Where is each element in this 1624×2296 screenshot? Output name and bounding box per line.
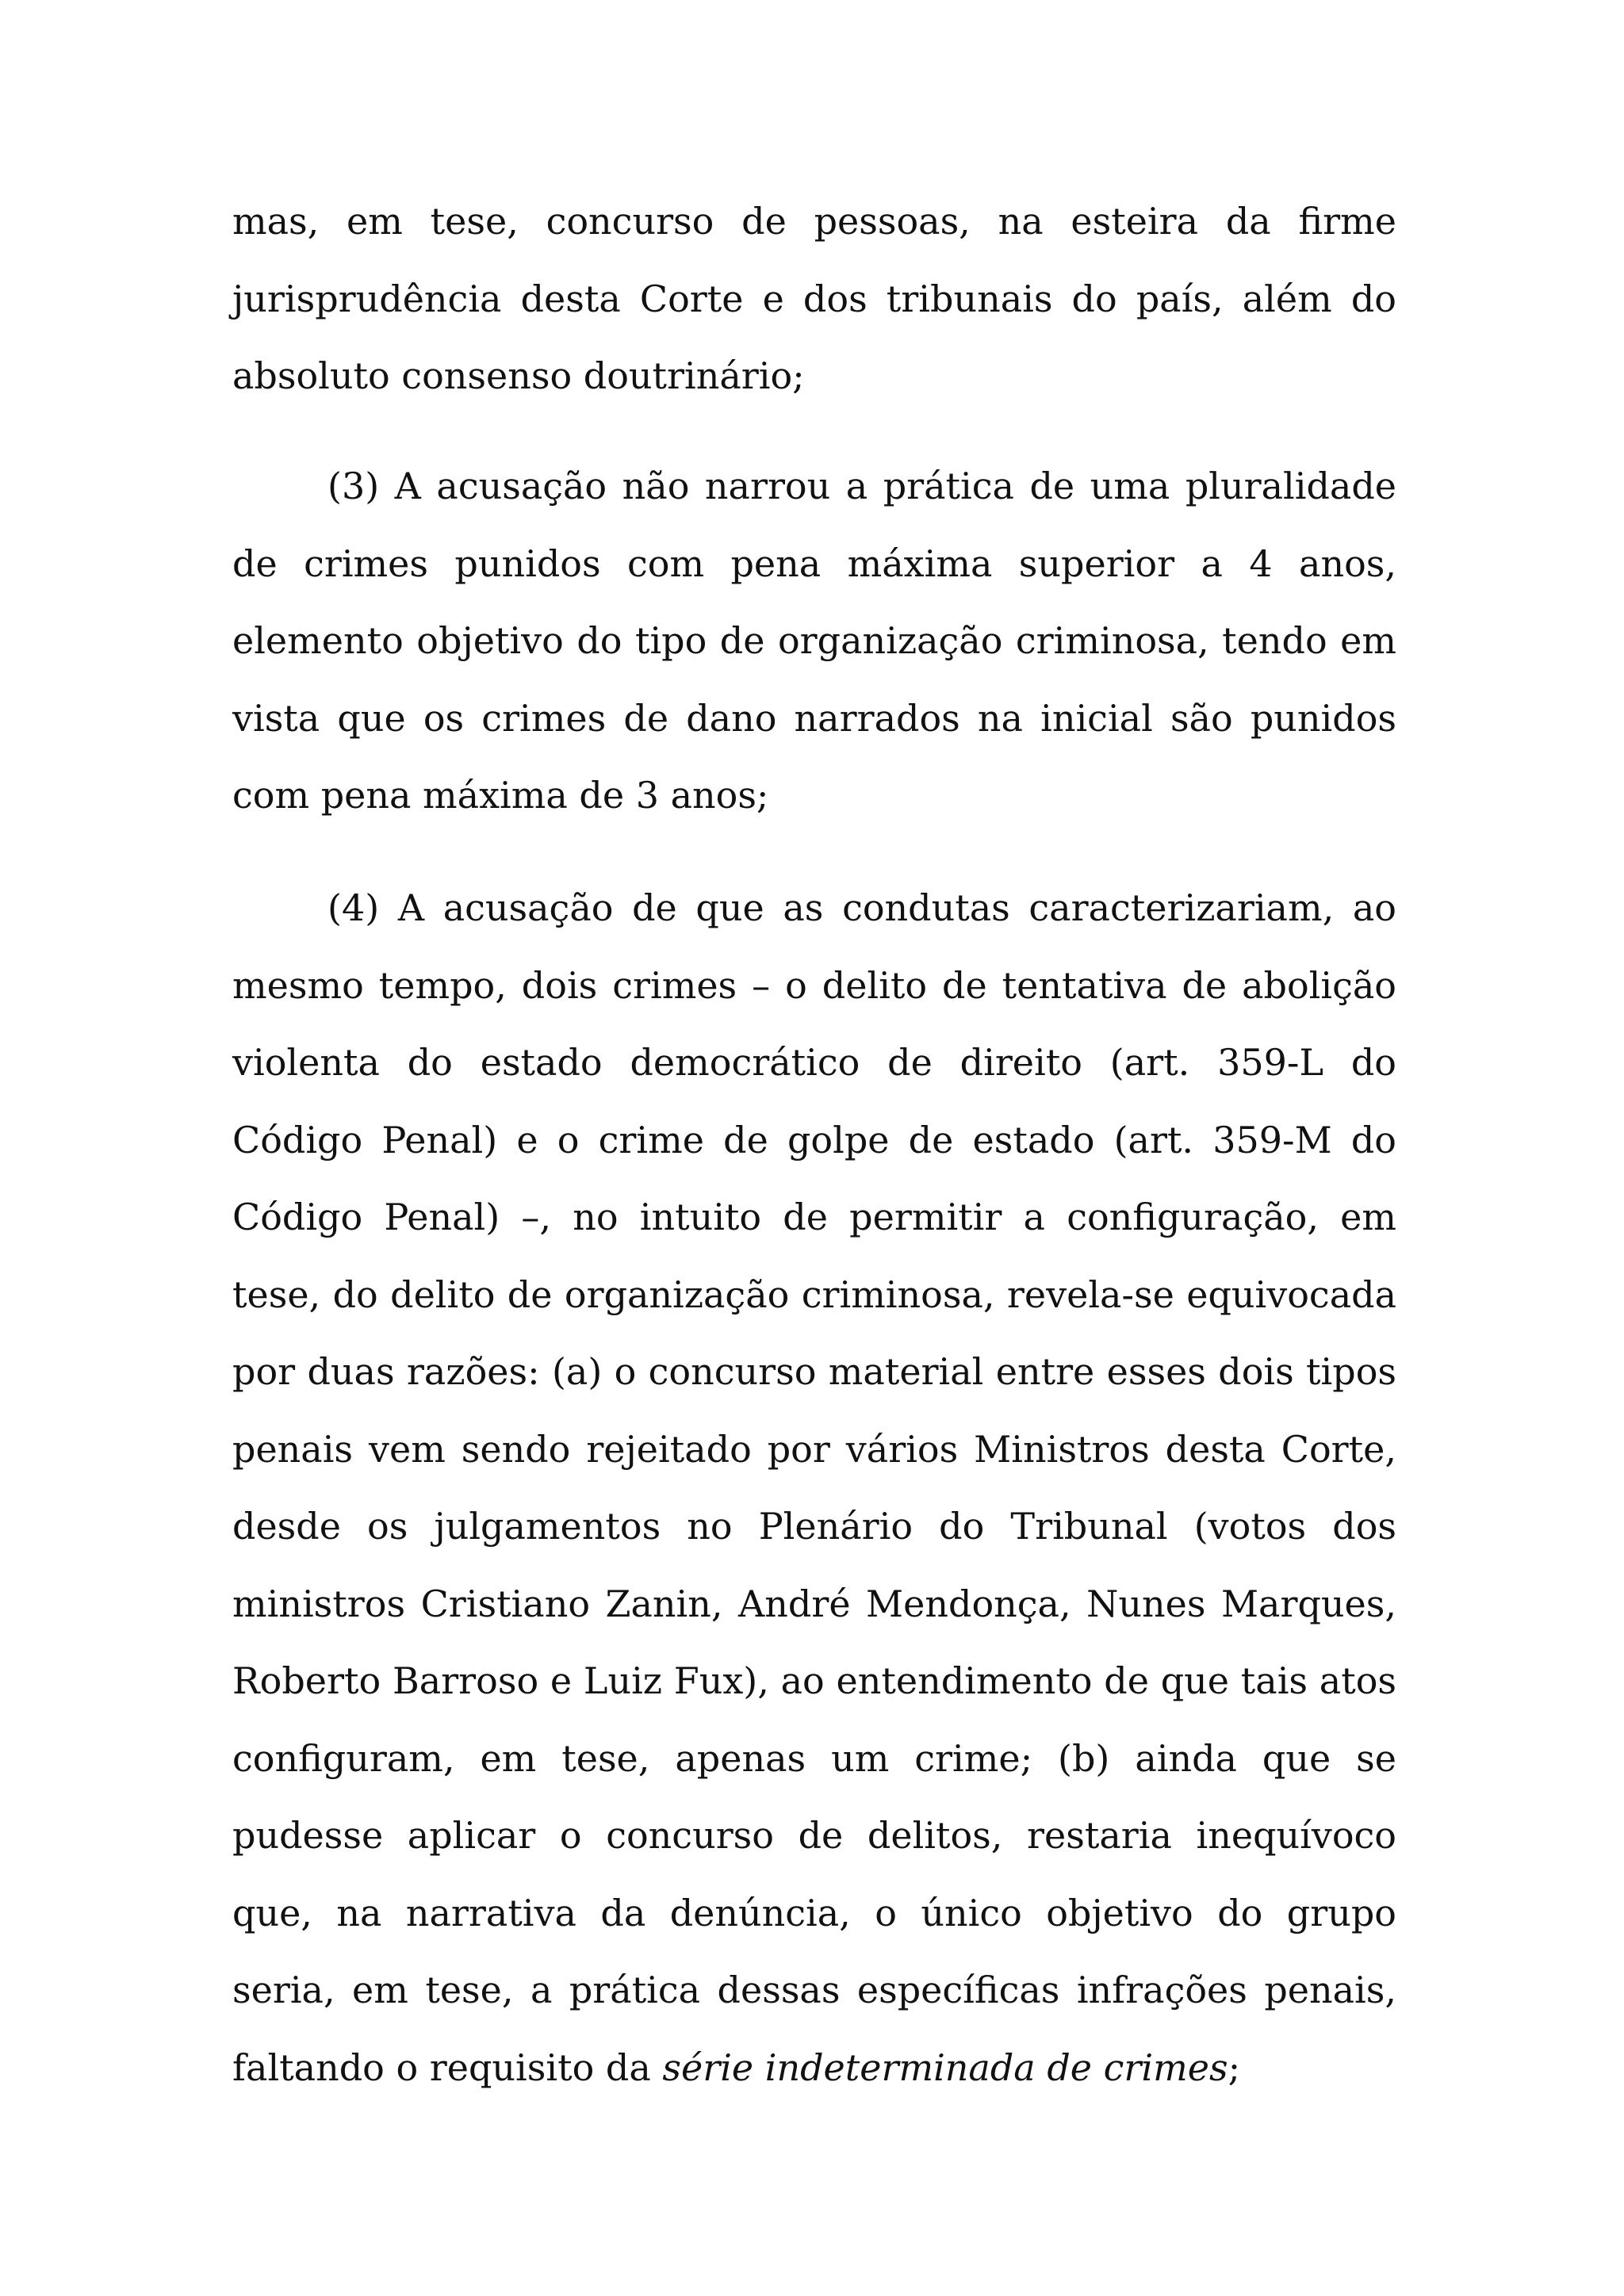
- paragraph-text-main: (4) A acusação de que as condutas caracterizariam, ao mesmo tempo, dois crimes – o delito de tentativa de abolição violenta do estado democrático de direito (art. 359-L do Código Penal) e o crime de golpe de estado (art. 359-M do Código Penal) –, no intuito de permitir a configuração, em tese, do delito de organização criminosa, revela-se equivocada por duas razões: (a) o concurso material entre esses dois tipos penais vem sendo rejeitado por vários Ministros desta Corte, desde os julgamentos no Plenário do Tribunal (votos dos ministros Cristiano Zanin, André Mendonça, Nunes Marques, Roberto Barroso e Luiz Fux), ao entendimento de que tais atos configuram, em tese, apenas um crime; (b) ainda que se pudesse aplicar o concurso de delitos, restaria inequívoco que, na narrativa da denúncia, o único objetivo do grupo seria, em tese, a prática dessas específicas infrações penais, faltando o requisito da: [232, 886, 1396, 2089]
- paragraph-text-end: ;: [1228, 2045, 1241, 2089]
- italic-term: série indeterminada de crimes: [662, 2045, 1228, 2089]
- paragraph-continuation: [232, 183, 1396, 415]
- paragraph-text: (3) A acusação não narrou a prática de uma pluralidade de crimes punidos com pena máxima superior a 4 anos, elemento objetivo do tipo de organização criminosa, tendo em vista que os crimes de dano narrados na inicial são punidos com pena máxima de 3 anos;: [232, 465, 1396, 817]
- paragraph-text: [232, 870, 1396, 2107]
- paragraph-item-3: [232, 448, 1396, 835]
- paragraph-item-4: [232, 870, 1396, 2107]
- paragraph-text: mas, em tese, concurso de pessoas, na esteira da firme jurisprudência desta Corte e dos tribunais do país, além do absoluto consenso doutrinário;: [232, 200, 1396, 397]
